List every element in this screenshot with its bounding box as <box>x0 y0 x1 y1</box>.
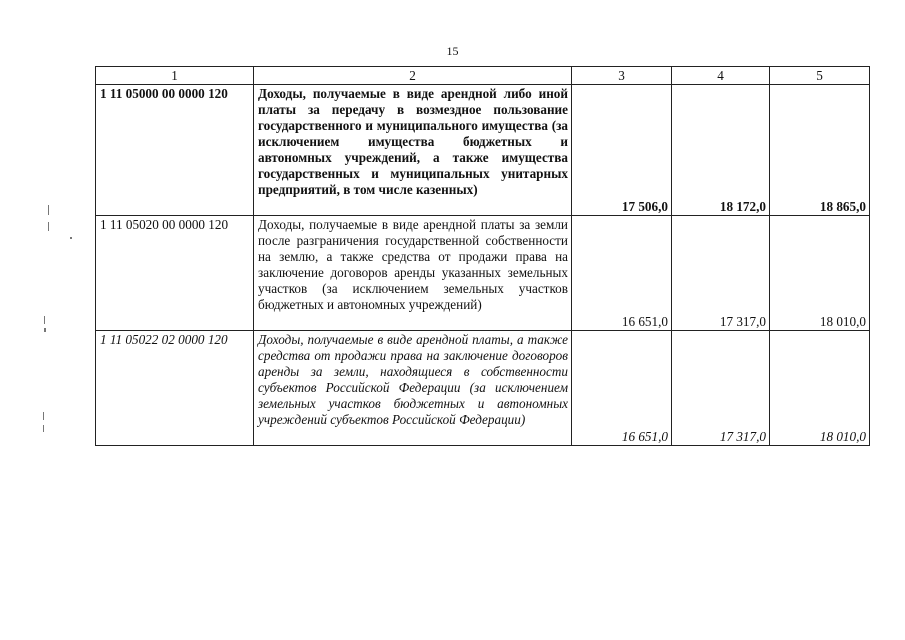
income-description: Доходы, получаемые в виде арендной либо иной платы за передачу в возмездное пользование государственного и муниципального имущества (за исключением имущества бюджетных и автономных учреждений, а также имущества государственных и муниципальных унитарных предприятий, в том числе казенных) <box>254 85 572 216</box>
scan-mark <box>44 316 45 324</box>
column-header-5: 5 <box>770 67 870 85</box>
budget-code: 1 11 05020 00 0000 120 <box>96 216 254 331</box>
scan-mark <box>43 425 44 432</box>
column-header-1: 1 <box>96 67 254 85</box>
amount-col-5: 18 010,0 <box>770 331 870 446</box>
income-description: Доходы, получаемые в виде арендной платы за земли после разграничения государственной собственности на землю, а также средства от продажи права на заключение договоров аренды указанных земельных участков (за исключением земельных участков бюджетных и автономных учреждений) <box>254 216 572 331</box>
budget-table <box>95 66 870 446</box>
scan-mark <box>48 205 49 215</box>
amount-col-3: 17 506,0 <box>572 85 672 216</box>
table-row <box>96 216 870 331</box>
column-header-2: 2 <box>254 67 572 85</box>
amount-col-3: 16 651,0 <box>572 331 672 446</box>
amount-col-4: 17 317,0 <box>672 216 770 331</box>
amount-col-5: 18 865,0 <box>770 85 870 216</box>
table-row <box>96 331 870 446</box>
column-header-3: 3 <box>572 67 672 85</box>
budget-code: 1 11 05000 00 0000 120 <box>96 85 254 216</box>
table-header-row <box>96 67 870 85</box>
income-description: Доходы, получаемые в виде арендной платы, а также средства от продажи права на заключение договоров аренды за земли, находящиеся в собственности субъектов Российской Федерации (за исключением земельных участков бюджетных и автономных учреждений субъектов Российской Федерации) <box>254 331 572 446</box>
amount-col-5: 18 010,0 <box>770 216 870 331</box>
table-row <box>96 85 870 216</box>
amount-col-4: 17 317,0 <box>672 331 770 446</box>
page-number: 15 <box>446 44 459 58</box>
scan-mark <box>44 328 46 332</box>
amount-col-4: 18 172,0 <box>672 85 770 216</box>
scan-mark <box>43 412 44 420</box>
budget-code: 1 11 05022 02 0000 120 <box>96 331 254 446</box>
column-header-4: 4 <box>672 67 770 85</box>
amount-col-3: 16 651,0 <box>572 216 672 331</box>
scan-mark <box>48 222 49 231</box>
scan-mark <box>70 237 72 239</box>
